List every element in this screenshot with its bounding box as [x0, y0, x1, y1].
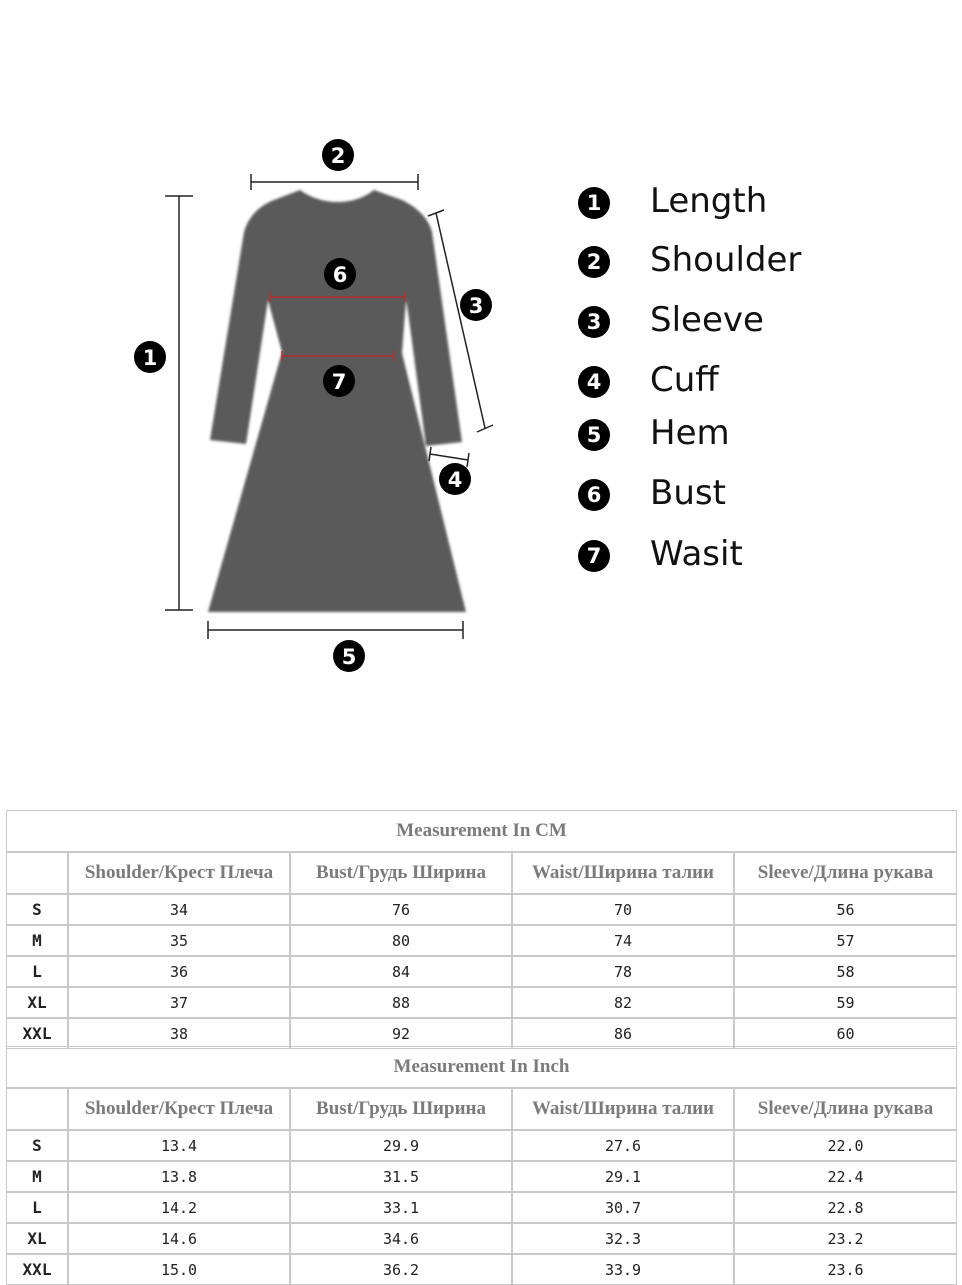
table-header-bust: Bust/Грудь Ширина	[290, 852, 512, 894]
svg-text:4: 4	[447, 468, 463, 492]
legend-label: Bust	[650, 473, 726, 513]
legend-item-bust	[578, 473, 726, 515]
size-cell: XL	[6, 1223, 68, 1254]
size-table-inch	[6, 1046, 957, 1285]
marker-3	[460, 289, 492, 321]
legend-number: 7	[578, 540, 610, 572]
table-header-shoulder: Shoulder/Крест Плеча	[68, 852, 290, 894]
legend-number: 6	[578, 479, 610, 511]
marker-1	[134, 341, 166, 373]
legend-number: 2	[578, 246, 610, 278]
table-row	[6, 1018, 957, 1049]
table-cell: 23.6	[734, 1254, 957, 1285]
legend-label: Sleeve	[650, 300, 764, 340]
table-cell: 37	[68, 987, 290, 1018]
marker-6	[324, 258, 356, 290]
svg-text:7: 7	[331, 370, 347, 394]
marker-2	[322, 139, 354, 171]
size-cell: XXL	[6, 1254, 68, 1285]
table-cell: 36	[68, 956, 290, 987]
legend-number: 5	[578, 419, 610, 451]
table-cell: 13.4	[68, 1130, 290, 1161]
legend-number: 1	[578, 187, 610, 219]
table-row	[6, 1223, 957, 1254]
table-row	[6, 1254, 957, 1285]
svg-text:2: 2	[330, 144, 346, 168]
size-cell: M	[6, 925, 68, 956]
table-row	[6, 1161, 957, 1192]
table-row	[6, 1130, 957, 1161]
table-cell: 59	[734, 987, 957, 1018]
table-cell: 82	[512, 987, 734, 1018]
table-cell: 22.0	[734, 1130, 957, 1161]
table-cell: 30.7	[512, 1192, 734, 1223]
table-cell: 56	[734, 894, 957, 925]
table-cell: 14.6	[68, 1223, 290, 1254]
size-cell: XL	[6, 987, 68, 1018]
table-cell: 78	[512, 956, 734, 987]
marker-4	[439, 463, 471, 495]
size-cell: XXL	[6, 1018, 68, 1049]
table-cell: 58	[734, 956, 957, 987]
table-cell: 76	[290, 894, 512, 925]
table-cell: 80	[290, 925, 512, 956]
legend-number: 3	[578, 306, 610, 338]
table-cell: 29.9	[290, 1130, 512, 1161]
marker-5	[333, 640, 365, 672]
table-cell: 23.2	[734, 1223, 957, 1254]
table-title: Measurement In Inch	[6, 1046, 957, 1088]
size-cell: S	[6, 1130, 68, 1161]
table-cell: 92	[290, 1018, 512, 1049]
table-cell: 15.0	[68, 1254, 290, 1285]
table-cell: 29.1	[512, 1161, 734, 1192]
legend-item-sleeve	[578, 300, 764, 342]
table-cell: 22.4	[734, 1161, 957, 1192]
table-row	[6, 987, 957, 1018]
table-row	[6, 925, 957, 956]
table-cell: 70	[512, 894, 734, 925]
legend-label: Hem	[650, 413, 730, 453]
table-cell: 27.6	[512, 1130, 734, 1161]
table-cell: 57	[734, 925, 957, 956]
table-header-waist: Waist/Ширина талии	[512, 1088, 734, 1130]
table-cell: 35	[68, 925, 290, 956]
size-cell: L	[6, 956, 68, 987]
legend-item-length	[578, 181, 768, 223]
legend-item-hem	[578, 413, 730, 455]
table-cell: 13.8	[68, 1161, 290, 1192]
table-cell: 33.9	[512, 1254, 734, 1285]
legend-item-shoulder	[578, 240, 802, 282]
table-cell: 34	[68, 894, 290, 925]
legend-label: Cuff	[650, 360, 719, 400]
table-cell: 38	[68, 1018, 290, 1049]
size-cell: S	[6, 894, 68, 925]
table-cell: 14.2	[68, 1192, 290, 1223]
size-cell: L	[6, 1192, 68, 1223]
table-cell: 60	[734, 1018, 957, 1049]
table-cell: 32.3	[512, 1223, 734, 1254]
table-cell: 88	[290, 987, 512, 1018]
svg-text:3: 3	[468, 294, 484, 318]
table-cell: 34.6	[290, 1223, 512, 1254]
dress-silhouette	[208, 190, 466, 612]
table-cell: 33.1	[290, 1192, 512, 1223]
table-header-size	[6, 1088, 68, 1130]
size-table-cm	[6, 810, 957, 1049]
table-header-size	[6, 852, 68, 894]
table-header-sleeve: Sleeve/Длина рукава	[734, 852, 957, 894]
svg-text:6: 6	[332, 263, 348, 287]
table-cell: 74	[512, 925, 734, 956]
legend-item-cuff	[578, 360, 719, 402]
table-header-sleeve: Sleeve/Длина рукава	[734, 1088, 957, 1130]
legend-number: 4	[578, 366, 610, 398]
table-header-bust: Bust/Грудь Ширина	[290, 1088, 512, 1130]
table-header-waist: Waist/Ширина талии	[512, 852, 734, 894]
table-cell: 86	[512, 1018, 734, 1049]
table-row	[6, 1192, 957, 1223]
table-title: Measurement In CM	[6, 810, 957, 852]
marker-7	[323, 365, 355, 397]
table-cell: 31.5	[290, 1161, 512, 1192]
table-cell: 36.2	[290, 1254, 512, 1285]
table-cell: 22.8	[734, 1192, 957, 1223]
table-cell: 84	[290, 956, 512, 987]
legend-label: Shoulder	[650, 240, 802, 280]
cuff-line	[430, 454, 468, 460]
table-row	[6, 894, 957, 925]
size-cell: M	[6, 1161, 68, 1192]
table-header-shoulder: Shoulder/Крест Плеча	[68, 1088, 290, 1130]
table-row	[6, 956, 957, 987]
legend-label: Length	[650, 181, 768, 221]
svg-text:5: 5	[341, 645, 357, 669]
svg-text:1: 1	[142, 346, 158, 370]
legend-label: Wasit	[650, 534, 743, 574]
legend-item-waist	[578, 534, 743, 576]
